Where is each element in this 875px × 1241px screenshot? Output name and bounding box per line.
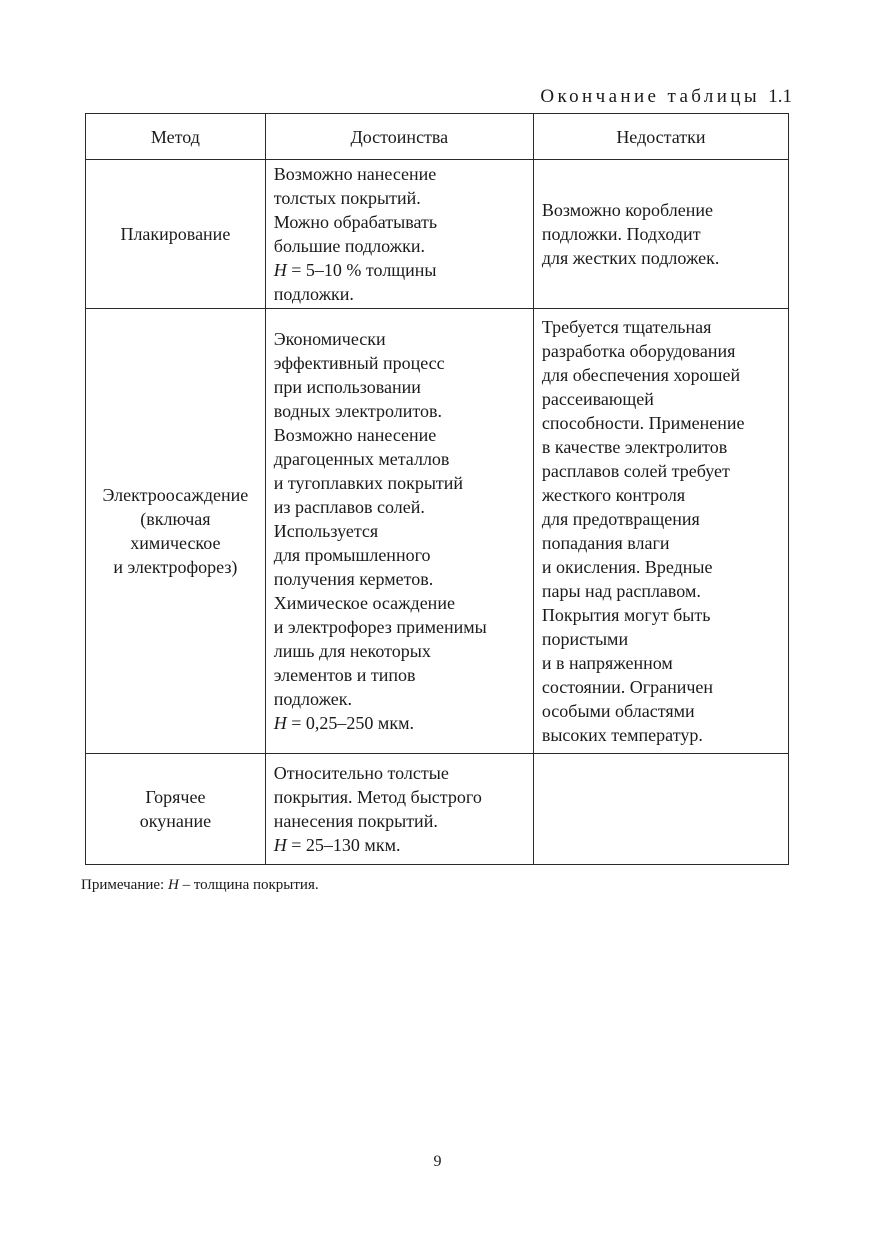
advantages-line: лишь для некоторых [273, 641, 431, 661]
header-advantages: Достоинства [265, 114, 533, 160]
methods-table [85, 113, 789, 865]
advantages-line: для промышленного [273, 545, 431, 565]
disadvantages-cell [533, 160, 788, 309]
formula-var: H [273, 260, 287, 280]
advantages-line: драгоценных металлов [273, 449, 450, 469]
advantages-cell [265, 309, 533, 754]
method-line: (включая [140, 509, 211, 529]
table-note [81, 877, 319, 894]
disadvantages-line: способности. Применение [541, 413, 745, 433]
disadvantages-line: и в напряженном [541, 653, 673, 673]
table-row [86, 160, 789, 309]
disadvantages-line: подложки. Подходит [541, 224, 701, 244]
advantages-line: толстых покрытий. [273, 188, 421, 208]
advantages-line: из расплавов солей. [273, 497, 425, 517]
advantages-line: эффективный процесс [273, 353, 445, 373]
disadvantages-line: Требуется тщательная [541, 317, 712, 337]
header-disadvantages: Недостатки [533, 114, 788, 160]
disadvantages-line: пористыми [541, 629, 629, 649]
disadvantages-line: жесткого контроля [541, 485, 686, 505]
note-label: Примечание: [81, 877, 168, 893]
method-line: Плакирование [120, 224, 231, 244]
method-cell [86, 160, 266, 309]
advantages-line: элементов и типов [273, 665, 416, 685]
formula-line [274, 711, 525, 735]
formula-rest: = 0,25–250 мкм. [286, 713, 414, 733]
disadvantages-line: и окисления. Вредные [541, 557, 713, 577]
table-row [86, 754, 789, 865]
method-cell [86, 309, 266, 754]
method-line: Горячее [145, 787, 206, 807]
disadvantages-line: состоянии. Ограничен [541, 677, 714, 697]
disadvantages-cell [533, 309, 788, 754]
formula-var: H [273, 835, 287, 855]
note-var: H [167, 877, 179, 893]
formula-line [274, 258, 525, 282]
disadvantages-line: для обеспечения хорошей [541, 365, 741, 385]
advantages-line: и тугоплавких покрытий [273, 473, 464, 493]
caption-text: Окончание таблицы [540, 86, 761, 107]
formula-rest: = 5–10 % толщины [286, 260, 437, 280]
disadvantages-line: в качестве электролитов [541, 437, 728, 457]
disadvantages-line: для жестких подложек. [541, 248, 720, 268]
advantages-line: при использовании [273, 377, 421, 397]
header-method: Метод [86, 114, 266, 160]
advantages-line: Используется [273, 521, 379, 541]
advantages-line: Относительно толстые [273, 763, 449, 783]
advantages-line: Можно обрабатывать [273, 212, 438, 232]
advantages-line: подложки. [273, 284, 354, 304]
advantages-cell [265, 754, 533, 865]
disadvantages-line: особыми областями [541, 701, 695, 721]
disadvantages-line: попадания влаги [541, 533, 670, 553]
disadvantages-line: Покрытия могут быть [541, 605, 711, 625]
table-row [86, 309, 789, 754]
advantages-line: нанесения покрытий. [273, 811, 438, 831]
advantages-line: водных электролитов. [273, 401, 442, 421]
disadvantages-line: высоких температур. [541, 725, 703, 745]
method-line: окунание [139, 811, 212, 831]
advantages-cell [265, 160, 533, 309]
note-text: – толщина покрытия. [178, 877, 319, 893]
table-caption [540, 86, 792, 108]
disadvantages-line: пары над расплавом. [541, 581, 701, 601]
advantages-line: большие подложки. [273, 236, 425, 256]
formula-var: H [273, 713, 287, 733]
disadvantages-cell [533, 754, 788, 865]
method-line: Электроосаждение [102, 485, 249, 505]
method-line: и электрофорез) [113, 557, 238, 577]
table-header-row [86, 114, 789, 160]
disadvantages-line: для предотвращения [541, 509, 700, 529]
advantages-line: Химическое осаждение [273, 593, 455, 613]
method-line: химическое [130, 533, 221, 553]
advantages-line: Возможно нанесение [273, 164, 437, 184]
advantages-line: Экономически [273, 329, 386, 349]
page-number: 9 [433, 1153, 442, 1170]
method-cell [86, 754, 266, 865]
advantages-line: подложек. [273, 689, 353, 709]
formula-line [274, 833, 525, 857]
advantages-line: покрытия. Метод быстрого [273, 787, 482, 807]
advantages-line: получения керметов. [273, 569, 434, 589]
disadvantages-line: разработка оборудования [541, 341, 736, 361]
disadvantages-line: рассеивающей [541, 389, 654, 409]
disadvantages-line: Возможно коробление [541, 200, 713, 220]
advantages-line: Возможно нанесение [273, 425, 437, 445]
advantages-line: и электрофорез применимы [273, 617, 487, 637]
disadvantages-line: расплавов солей требует [541, 461, 730, 481]
formula-rest: = 25–130 мкм. [286, 835, 401, 855]
caption-number: 1.1 [768, 86, 792, 107]
